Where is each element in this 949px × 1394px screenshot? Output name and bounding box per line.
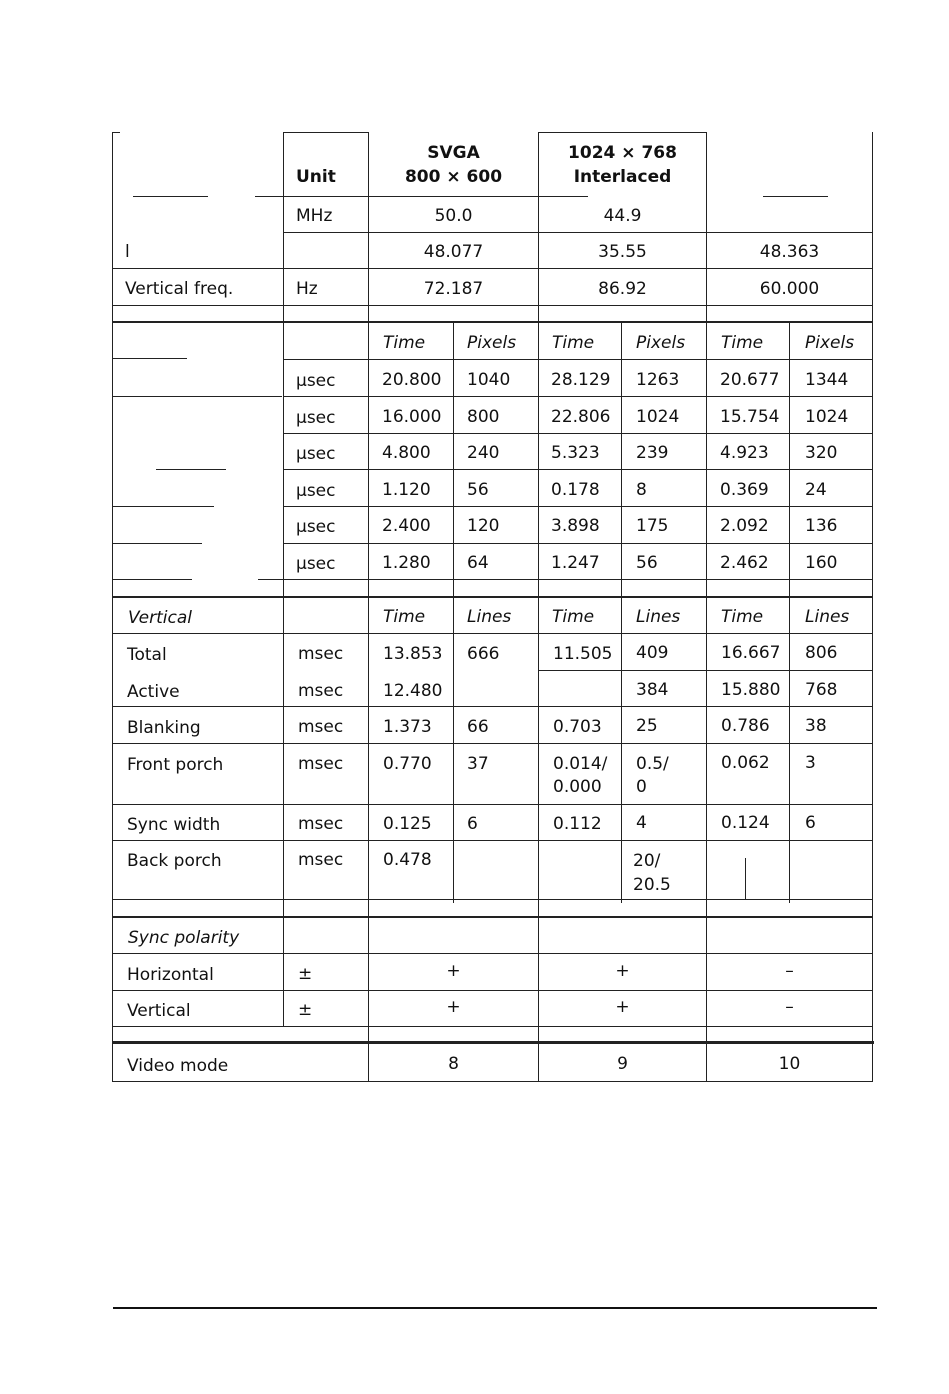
cell: 66 xyxy=(467,717,489,737)
row-label: Blanking xyxy=(127,718,201,738)
svga-value: + xyxy=(446,961,461,981)
cell: 56 xyxy=(467,480,489,500)
cell: 25 xyxy=(636,716,658,736)
cell: 4.800 xyxy=(382,443,431,463)
xga-value: 9 xyxy=(617,1054,628,1074)
cell: 0.5/ xyxy=(636,754,669,774)
col-head: Time xyxy=(552,607,595,627)
xga-value: 35.55 xyxy=(598,242,647,262)
cell: 160 xyxy=(805,553,838,573)
cell: 6 xyxy=(805,813,816,833)
row-label: Total xyxy=(127,645,167,665)
cell: 0.478 xyxy=(383,850,432,870)
cell: 20.800 xyxy=(382,370,442,390)
xga-value: 86.92 xyxy=(598,279,647,299)
cell: 2.092 xyxy=(720,516,769,536)
cell: 8 xyxy=(636,480,647,500)
col-head: Time xyxy=(721,607,764,627)
cell: 16.667 xyxy=(721,643,781,663)
cell: 320 xyxy=(805,443,838,463)
row-label: Vertical freq. xyxy=(125,279,234,299)
cell: 1263 xyxy=(636,370,680,390)
cell: 0.062 xyxy=(721,753,770,773)
row-label: Front porch xyxy=(127,755,224,775)
row-unit: µsec xyxy=(296,371,336,391)
cell: 1024 xyxy=(805,407,849,427)
svga-resolution: 800 × 600 xyxy=(404,167,503,187)
row-unit: µsec xyxy=(296,408,336,428)
cell: 136 xyxy=(805,516,838,536)
third-value: 48.363 xyxy=(759,242,820,262)
cell: 0.786 xyxy=(721,716,770,736)
xga-header: 1024 × 768 xyxy=(568,143,677,163)
xga-value: + xyxy=(615,997,630,1017)
cell: 0.125 xyxy=(383,814,432,834)
cell-line2: 0 xyxy=(636,777,647,797)
cell: 15.880 xyxy=(721,680,781,700)
cell: 806 xyxy=(805,643,838,663)
cell: 28.129 xyxy=(551,370,611,390)
cell: 64 xyxy=(467,553,489,573)
cell: 0.014/ xyxy=(553,754,608,774)
xga-mode: Interlaced xyxy=(573,167,672,187)
cell: 20.677 xyxy=(720,370,780,390)
col-head: Lines xyxy=(805,607,850,627)
section-title: Vertical xyxy=(128,608,192,628)
cell: 24 xyxy=(805,480,827,500)
footer-rule xyxy=(113,1307,877,1309)
cell: 120 xyxy=(467,516,500,536)
cell: 0.770 xyxy=(383,754,432,774)
col-head: Time xyxy=(383,607,426,627)
third-value: – xyxy=(785,997,794,1017)
svga-value: 8 xyxy=(448,1054,459,1074)
cell: 4 xyxy=(636,813,647,833)
row-unit: msec xyxy=(298,754,344,774)
row-unit: µsec xyxy=(296,554,336,574)
svga-value: 72.187 xyxy=(423,279,484,299)
cell: 16.000 xyxy=(382,407,442,427)
cell: 240 xyxy=(467,443,500,463)
row-label: Sync width xyxy=(127,815,221,835)
svga-value: 50.0 xyxy=(434,206,473,226)
row-label: Vertical xyxy=(127,1001,191,1021)
col-head: Pixels xyxy=(467,333,517,353)
row-unit: ± xyxy=(298,1000,313,1020)
row-label: Back porch xyxy=(127,851,222,871)
row-unit: Hz xyxy=(296,279,318,299)
row-unit: µsec xyxy=(296,481,336,501)
cell: 4.923 xyxy=(720,443,769,463)
cell: 1.373 xyxy=(383,717,432,737)
svga-value: + xyxy=(446,997,461,1017)
col-head: Pixels xyxy=(805,333,855,353)
third-value: 60.000 xyxy=(759,279,820,299)
col-head: Time xyxy=(552,333,595,353)
unit-header: Unit xyxy=(296,167,336,187)
xga-value: + xyxy=(615,961,630,981)
row-unit: msec xyxy=(298,814,344,834)
row-label: Video mode xyxy=(127,1056,229,1076)
row-unit: MHz xyxy=(296,206,333,226)
col-head: Time xyxy=(721,333,764,353)
cell: 0.112 xyxy=(553,814,602,834)
row-unit: msec xyxy=(298,850,344,870)
cell: 11.505 xyxy=(553,644,613,664)
col-head: Lines xyxy=(636,607,681,627)
cell: 2.462 xyxy=(720,553,769,573)
cell: 0.124 xyxy=(721,813,770,833)
cell: 0.703 xyxy=(553,717,602,737)
cell: 12.480 xyxy=(383,681,443,701)
row-unit: msec xyxy=(298,644,344,664)
cell: 38 xyxy=(805,716,827,736)
col-head: Lines xyxy=(467,607,512,627)
cell: 5.323 xyxy=(551,443,600,463)
row-unit: µsec xyxy=(296,444,336,464)
cell: 0.369 xyxy=(720,480,769,500)
svga-value: 48.077 xyxy=(423,242,484,262)
cell: 22.806 xyxy=(551,407,611,427)
cell: 409 xyxy=(636,643,669,663)
cell: 1024 xyxy=(636,407,680,427)
cell: 3.898 xyxy=(551,516,600,536)
row-label: Active xyxy=(127,682,180,702)
cell: 13.853 xyxy=(383,644,443,664)
cell: 666 xyxy=(467,644,500,664)
cell: 56 xyxy=(636,553,658,573)
row-label: l xyxy=(125,242,130,262)
col-head: Time xyxy=(383,333,426,353)
cell: 1.247 xyxy=(551,553,600,573)
cell-line2: 20.5 xyxy=(633,875,671,895)
cell: 239 xyxy=(636,443,669,463)
xga-value: 44.9 xyxy=(603,206,642,226)
cell: 0.178 xyxy=(551,480,600,500)
cell: 1040 xyxy=(467,370,511,390)
cell: 1.120 xyxy=(382,480,431,500)
cell-line2: 0.000 xyxy=(553,777,602,797)
cell: 37 xyxy=(467,754,489,774)
row-label: Horizontal xyxy=(127,965,214,985)
row-unit: µsec xyxy=(296,517,336,537)
col-head: Pixels xyxy=(636,333,686,353)
row-unit: ± xyxy=(298,964,313,984)
third-value: 10 xyxy=(778,1054,801,1074)
cell: 768 xyxy=(805,680,838,700)
cell: 20/ xyxy=(633,851,661,871)
third-value: – xyxy=(785,961,794,981)
cell: 1.280 xyxy=(382,553,431,573)
cell: 175 xyxy=(636,516,669,536)
cell: 15.754 xyxy=(720,407,780,427)
cell: 6 xyxy=(467,814,478,834)
row-unit: msec xyxy=(298,717,344,737)
cell: 800 xyxy=(467,407,500,427)
cell: 2.400 xyxy=(382,516,431,536)
cell: 3 xyxy=(805,753,816,773)
section-title: Sync polarity xyxy=(128,928,240,948)
cell: 384 xyxy=(636,680,669,700)
svga-header: SVGA xyxy=(427,143,480,163)
row-unit: msec xyxy=(298,681,344,701)
cell: 1344 xyxy=(805,370,849,390)
